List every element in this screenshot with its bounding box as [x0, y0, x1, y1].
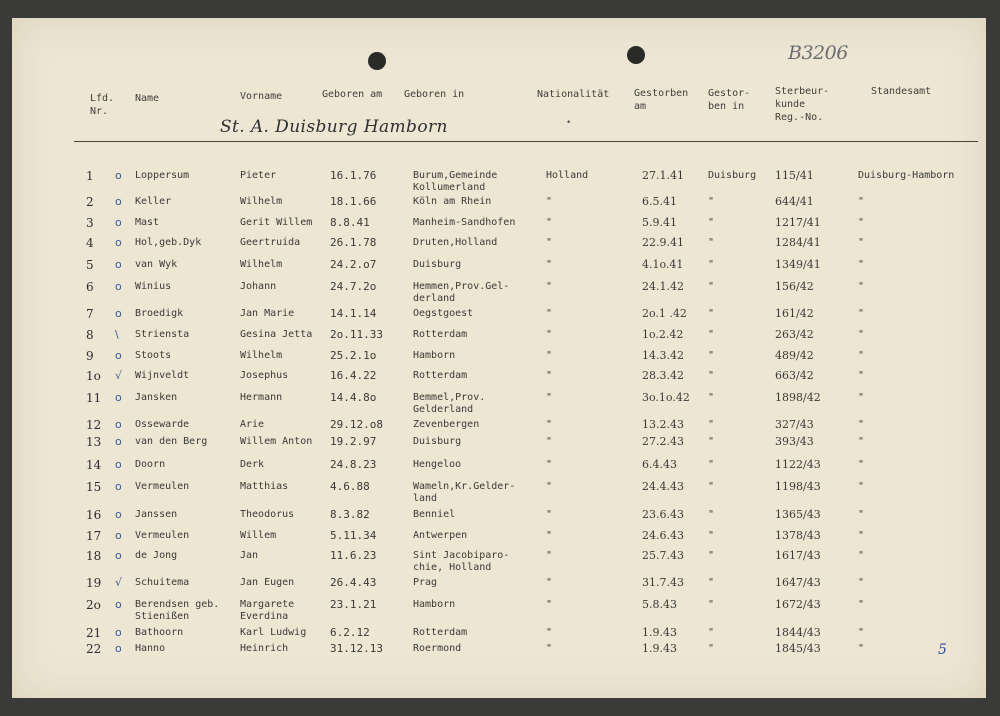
punch-hole	[368, 52, 386, 70]
cell-name: Schuitema	[135, 577, 190, 588]
cell-amt: "	[858, 281, 865, 292]
cell-gest-in: "	[708, 530, 715, 541]
cell-mark: o	[115, 236, 122, 249]
table-row	[0, 577, 1000, 595]
cell-nat: "	[546, 350, 553, 361]
cell-gest-am: 24.1.42	[642, 280, 684, 293]
cell-amt: "	[858, 237, 865, 248]
cell-gest-am: 27.2.43	[642, 435, 684, 448]
cell-mark: o	[115, 529, 122, 542]
header-sterbeurkunde: Sterbeur- kunde Reg.-No.	[775, 86, 830, 123]
table-row	[0, 259, 1000, 277]
cell-amt: "	[858, 350, 865, 361]
cell-gest-am: 3o.1o.42	[642, 391, 690, 404]
cell-gest-in: "	[708, 329, 715, 340]
cell-nat: "	[546, 530, 553, 541]
table-row	[0, 350, 1000, 368]
cell-nat: "	[546, 627, 553, 638]
cell-vorname: Jan Marie	[240, 308, 295, 319]
cell-mark: √	[115, 576, 123, 589]
cell-no: 8	[86, 328, 94, 342]
cell-name: Stoots	[135, 350, 172, 361]
header-geboren-in: Geboren in	[404, 89, 465, 100]
cell-gest-am: 5.9.41	[642, 216, 677, 229]
cell-name: Bathoorn	[135, 627, 184, 638]
cell-gest-am: 25.7.43	[642, 549, 684, 562]
table-row	[0, 459, 1000, 477]
cell-reg: 1378/43	[775, 529, 821, 542]
cell-no: 21	[86, 626, 102, 640]
cell-name: Ossewarde	[135, 419, 190, 430]
cell-amt: "	[858, 577, 865, 588]
cell-gest-in: "	[708, 481, 715, 492]
cell-reg: 1365/43	[775, 508, 821, 521]
cell-gest-in: "	[708, 643, 715, 654]
cell-amt: "	[858, 509, 865, 520]
header-name: Name	[135, 93, 160, 104]
cell-no: 1	[86, 169, 94, 183]
header-rule	[74, 141, 978, 142]
cell-gest-in: "	[708, 392, 715, 403]
archive-stamp: B3206	[788, 42, 848, 64]
cell-geb-in: Duisburg	[413, 259, 462, 270]
cell-name: Janssen	[135, 509, 178, 520]
cell-mark: o	[115, 307, 122, 320]
cell-gest-in: "	[708, 350, 715, 361]
table-row	[0, 237, 1000, 255]
cell-geb-in: Bemmel,Prov. Gelderland	[413, 392, 486, 415]
cell-nat: "	[546, 550, 553, 561]
cell-name: Doorn	[135, 459, 166, 470]
cell-name: Vermeulen	[135, 481, 190, 492]
cell-reg: 161/42	[775, 307, 814, 320]
cell-nat: "	[546, 259, 553, 270]
cell-reg: 263/42	[775, 328, 814, 341]
cell-gest-am: 22.9.41	[642, 236, 684, 249]
cell-vorname: Wilhelm	[240, 259, 283, 270]
cell-no: 1o	[86, 369, 101, 383]
cell-amt: "	[858, 436, 865, 447]
cell-geb-am: 25.2.1o	[330, 349, 377, 362]
cell-name: Winius	[135, 281, 172, 292]
cell-geb-in: Duisburg	[413, 436, 462, 447]
cell-gest-am: 23.6.43	[642, 508, 684, 521]
cell-gest-am: 1o.2.42	[642, 328, 684, 341]
cell-geb-in: Druten,Holland	[413, 237, 498, 248]
cell-geb-in: Hemmen,Prov.Gel- derland	[413, 281, 510, 304]
cell-gest-am: 5.8.43	[642, 598, 677, 611]
cell-geb-in: Wameln,Kr.Gelder- land	[413, 481, 516, 504]
cell-geb-in: Antwerpen	[413, 530, 468, 541]
cell-amt: "	[858, 370, 865, 381]
cell-reg: 1217/41	[775, 216, 821, 229]
cell-geb-am: 26.4.43	[330, 576, 377, 589]
cell-gest-am: 31.7.43	[642, 576, 684, 589]
cell-reg: 1284/41	[775, 236, 821, 249]
cell-vorname: Wilhelm	[240, 350, 283, 361]
header-gestorben-in: Gestor- ben in	[708, 88, 751, 112]
table-row	[0, 217, 1000, 235]
cell-geb-in: Burum,Gemeinde Kollumerland	[413, 170, 498, 193]
cell-geb-am: 24.8.23	[330, 458, 377, 471]
cell-mark: o	[115, 195, 122, 208]
handwritten-title: St. A. Duisburg Hamborn	[220, 117, 448, 137]
cell-name: van den Berg	[135, 436, 208, 447]
cell-nat: "	[546, 481, 553, 492]
cell-amt: "	[858, 599, 865, 610]
cell-geb-am: 14.1.14	[330, 307, 377, 320]
cell-vorname: Arie	[240, 419, 265, 430]
table-row	[0, 643, 1000, 661]
cell-reg: 1198/43	[775, 480, 821, 493]
cell-vorname: Gesina Jetta	[240, 329, 313, 340]
cell-gest-in: "	[708, 259, 715, 270]
cell-vorname: Heinrich	[240, 643, 289, 654]
cell-geb-in: Rotterdam	[413, 370, 468, 381]
cell-geb-in: Manheim-Sandhofen	[413, 217, 516, 228]
cell-amt: "	[858, 259, 865, 270]
cell-reg: 1122/43	[775, 458, 821, 471]
cell-gest-am: 13.2.43	[642, 418, 684, 431]
cell-geb-am: 24.2.o7	[330, 258, 377, 271]
cell-no: 19	[86, 576, 102, 590]
cell-no: 2o	[86, 598, 101, 612]
cell-gest-in: "	[708, 237, 715, 248]
cell-gest-am: 2o.1 .42	[642, 307, 687, 320]
cell-amt: "	[858, 459, 865, 470]
cell-gest-in: "	[708, 308, 715, 319]
cell-geb-in: Rotterdam	[413, 329, 468, 340]
cell-gest-am: 28.3.42	[642, 369, 684, 382]
cell-no: 9	[86, 349, 94, 363]
cell-vorname: Geertruida	[240, 237, 301, 248]
cell-amt: Duisburg-Hamborn	[858, 170, 955, 181]
cell-vorname: Karl Ludwig	[240, 627, 307, 638]
cell-nat: "	[546, 329, 553, 340]
cell-gest-am: 27.1.41	[642, 169, 684, 182]
cell-name: Broedigk	[135, 308, 184, 319]
table-row	[0, 329, 1000, 347]
cell-geb-in: Hamborn	[413, 599, 456, 610]
cell-name: Wijnveldt	[135, 370, 190, 381]
cell-mark: √	[115, 369, 123, 382]
cell-amt: "	[858, 530, 865, 541]
cell-geb-am: 16.1.76	[330, 169, 377, 182]
cell-no: 5	[86, 258, 94, 272]
table-row	[0, 530, 1000, 548]
cell-reg: 1898/42	[775, 391, 821, 404]
cell-name: Vermeulen	[135, 530, 190, 541]
table-row	[0, 370, 1000, 388]
cell-no: 3	[86, 216, 94, 230]
cell-gest-in: Duisburg	[708, 170, 757, 181]
cell-geb-am: 11.6.23	[330, 549, 377, 562]
cell-no: 11	[86, 391, 102, 405]
cell-geb-am: 8.3.82	[330, 508, 370, 521]
punch-hole	[627, 46, 645, 64]
header-standesamt: Standesamt	[871, 86, 932, 97]
cell-geb-am: 19.2.97	[330, 435, 377, 448]
cell-mark: \	[115, 328, 119, 341]
cell-nat: "	[546, 599, 553, 610]
cell-no: 2	[86, 195, 94, 209]
cell-vorname: Matthias	[240, 481, 289, 492]
cell-gest-am: 1.9.43	[642, 626, 677, 639]
cell-no: 12	[86, 418, 102, 432]
cell-nat: "	[546, 237, 553, 248]
cell-no: 16	[86, 508, 102, 522]
header-lfd-nr: Lfd. Nr.	[90, 93, 115, 117]
cell-geb-in: Benniel	[413, 509, 456, 520]
cell-vorname: Johann	[240, 281, 277, 292]
cell-name: Mast	[135, 217, 160, 228]
cell-gest-in: "	[708, 419, 715, 430]
cell-nat: "	[546, 459, 553, 470]
cell-nat: "	[546, 419, 553, 430]
cell-geb-am: 29.12.o8	[330, 418, 383, 431]
cell-geb-am: 31.12.13	[330, 642, 383, 655]
speck-mark: •	[566, 118, 572, 128]
cell-amt: "	[858, 419, 865, 430]
cell-no: 17	[86, 529, 102, 543]
cell-mark: o	[115, 169, 122, 182]
cell-gest-in: "	[708, 509, 715, 520]
cell-name: Hanno	[135, 643, 166, 654]
cell-gest-in: "	[708, 196, 715, 207]
cell-amt: "	[858, 217, 865, 228]
cell-mark: o	[115, 280, 122, 293]
cell-nat: Holland	[546, 170, 589, 181]
cell-amt: "	[858, 627, 865, 638]
cell-reg: 489/42	[775, 349, 814, 362]
cell-gest-am: 1.9.43	[642, 642, 677, 655]
cell-gest-in: "	[708, 217, 715, 228]
cell-nat: "	[546, 308, 553, 319]
cell-gest-in: "	[708, 370, 715, 381]
cell-name: Jansken	[135, 392, 178, 403]
cell-amt: "	[858, 329, 865, 340]
cell-geb-in: Köln am Rhein	[413, 196, 492, 207]
cell-nat: "	[546, 281, 553, 292]
cell-vorname: Jan	[240, 550, 259, 561]
cell-vorname: Wilhelm	[240, 196, 283, 207]
cell-mark: o	[115, 391, 122, 404]
cell-geb-in: Oegstgoest	[413, 308, 474, 319]
cell-reg: 644/41	[775, 195, 814, 208]
cell-no: 7	[86, 307, 94, 321]
cell-nat: "	[546, 436, 553, 447]
cell-gest-am: 24.6.43	[642, 529, 684, 542]
cell-geb-am: 18.1.66	[330, 195, 377, 208]
cell-vorname: Margarete Everdina	[240, 599, 295, 622]
cell-gest-am: 4.1o.41	[642, 258, 684, 271]
cell-gest-am: 6.5.41	[642, 195, 677, 208]
cell-gest-in: "	[708, 599, 715, 610]
cell-vorname: Pieter	[240, 170, 277, 181]
cell-reg: 1844/43	[775, 626, 821, 639]
cell-gest-am: 14.3.42	[642, 349, 684, 362]
cell-gest-in: "	[708, 627, 715, 638]
cell-mark: o	[115, 458, 122, 471]
cell-vorname: Willem	[240, 530, 277, 541]
cell-reg: 115/41	[775, 169, 814, 182]
cell-geb-in: Hamborn	[413, 350, 456, 361]
cell-amt: "	[858, 550, 865, 561]
cell-amt: "	[858, 392, 865, 403]
cell-name: Loppersum	[135, 170, 190, 181]
cell-vorname: Jan Eugen	[240, 577, 295, 588]
cell-name: de Jong	[135, 550, 178, 561]
cell-reg: 156/42	[775, 280, 814, 293]
cell-geb-in: Hengeloo	[413, 459, 462, 470]
cell-reg: 327/43	[775, 418, 814, 431]
cell-name: Hol,geb.Dyk	[135, 237, 202, 248]
cell-geb-in: Prag	[413, 577, 438, 588]
cell-amt: "	[858, 308, 865, 319]
cell-geb-in: Roermond	[413, 643, 462, 654]
cell-amt: "	[858, 643, 865, 654]
cell-nat: "	[546, 643, 553, 654]
cell-geb-in: Zevenbergen	[413, 419, 480, 430]
cell-mark: o	[115, 435, 122, 448]
cell-nat: "	[546, 370, 553, 381]
table-row	[0, 509, 1000, 527]
cell-nat: "	[546, 392, 553, 403]
cell-mark: o	[115, 480, 122, 493]
cell-geb-in: Sint Jacobiparo- chie, Holland	[413, 550, 510, 573]
cell-no: 18	[86, 549, 102, 563]
table-row	[0, 280, 1000, 304]
cell-no: 14	[86, 458, 102, 472]
cell-vorname: Derk	[240, 459, 265, 470]
table-row	[0, 196, 1000, 214]
cell-no: 15	[86, 480, 102, 494]
table-row	[0, 598, 1000, 622]
cell-no: 6	[86, 280, 94, 294]
cell-vorname: Josephus	[240, 370, 289, 381]
cell-vorname: Theodorus	[240, 509, 295, 520]
cell-gest-in: "	[708, 577, 715, 588]
cell-geb-am: 5.11.34	[330, 529, 377, 542]
cell-geb-am: 6.2.12	[330, 626, 370, 639]
cell-name: van Wyk	[135, 259, 178, 270]
cell-nat: "	[546, 196, 553, 207]
cell-geb-am: 14.4.8o	[330, 391, 377, 404]
cell-reg: 393/43	[775, 435, 814, 448]
cell-geb-am: 8.8.41	[330, 216, 370, 229]
table-row	[0, 391, 1000, 415]
cell-mark: o	[115, 598, 122, 611]
cell-reg: 1349/41	[775, 258, 821, 271]
cell-vorname: Gerit Willem	[240, 217, 313, 228]
cell-mark: o	[115, 549, 122, 562]
cell-reg: 1672/43	[775, 598, 821, 611]
cell-name: Keller	[135, 196, 172, 207]
cell-nat: "	[546, 577, 553, 588]
cell-mark: o	[115, 626, 122, 639]
table-row	[0, 549, 1000, 573]
cell-no: 13	[86, 435, 102, 449]
cell-reg: 1617/43	[775, 549, 821, 562]
header-vorname: Vorname	[240, 91, 283, 102]
cell-nat: "	[546, 509, 553, 520]
cell-amt: "	[858, 481, 865, 492]
cell-gest-in: "	[708, 459, 715, 470]
cell-gest-am: 6.4.43	[642, 458, 677, 471]
table-row	[0, 169, 1000, 193]
cell-mark: o	[115, 508, 122, 521]
cell-nat: "	[546, 217, 553, 228]
cell-no: 4	[86, 236, 94, 250]
cell-reg: 663/42	[775, 369, 814, 382]
table-row	[0, 436, 1000, 454]
table-row	[0, 308, 1000, 326]
cell-gest-in: "	[708, 550, 715, 561]
table-row	[0, 480, 1000, 504]
cell-geb-am: 23.1.21	[330, 598, 377, 611]
cell-geb-am: 2o.11.33	[330, 328, 383, 341]
cell-name: Berendsen geb. Stienißen	[135, 599, 220, 622]
cell-gest-in: "	[708, 436, 715, 447]
cell-reg: 1647/43	[775, 576, 821, 589]
header-gestorben-am: Gestorben am	[634, 88, 689, 112]
cell-mark: o	[115, 258, 122, 271]
cell-reg: 1845/43	[775, 642, 821, 655]
margin-note: 5	[938, 642, 947, 658]
cell-no: 22	[86, 642, 102, 656]
cell-vorname: Hermann	[240, 392, 283, 403]
cell-gest-am: 24.4.43	[642, 480, 684, 493]
cell-amt: "	[858, 196, 865, 207]
cell-mark: o	[115, 642, 122, 655]
cell-geb-am: 4.6.88	[330, 480, 370, 493]
cell-mark: o	[115, 216, 122, 229]
cell-geb-am: 16.4.22	[330, 369, 377, 382]
table-row	[0, 419, 1000, 437]
header-geboren-am: Geboren am	[322, 89, 383, 100]
cell-name: Striensta	[135, 329, 190, 340]
cell-geb-am: 24.7.2o	[330, 280, 377, 293]
cell-gest-in: "	[708, 281, 715, 292]
cell-mark: o	[115, 349, 122, 362]
cell-geb-am: 26.1.78	[330, 236, 377, 249]
cell-geb-in: Rotterdam	[413, 627, 468, 638]
cell-vorname: Willem Anton	[240, 436, 313, 447]
header-nationalitaet: Nationalität	[537, 89, 610, 100]
cell-mark: o	[115, 418, 122, 431]
